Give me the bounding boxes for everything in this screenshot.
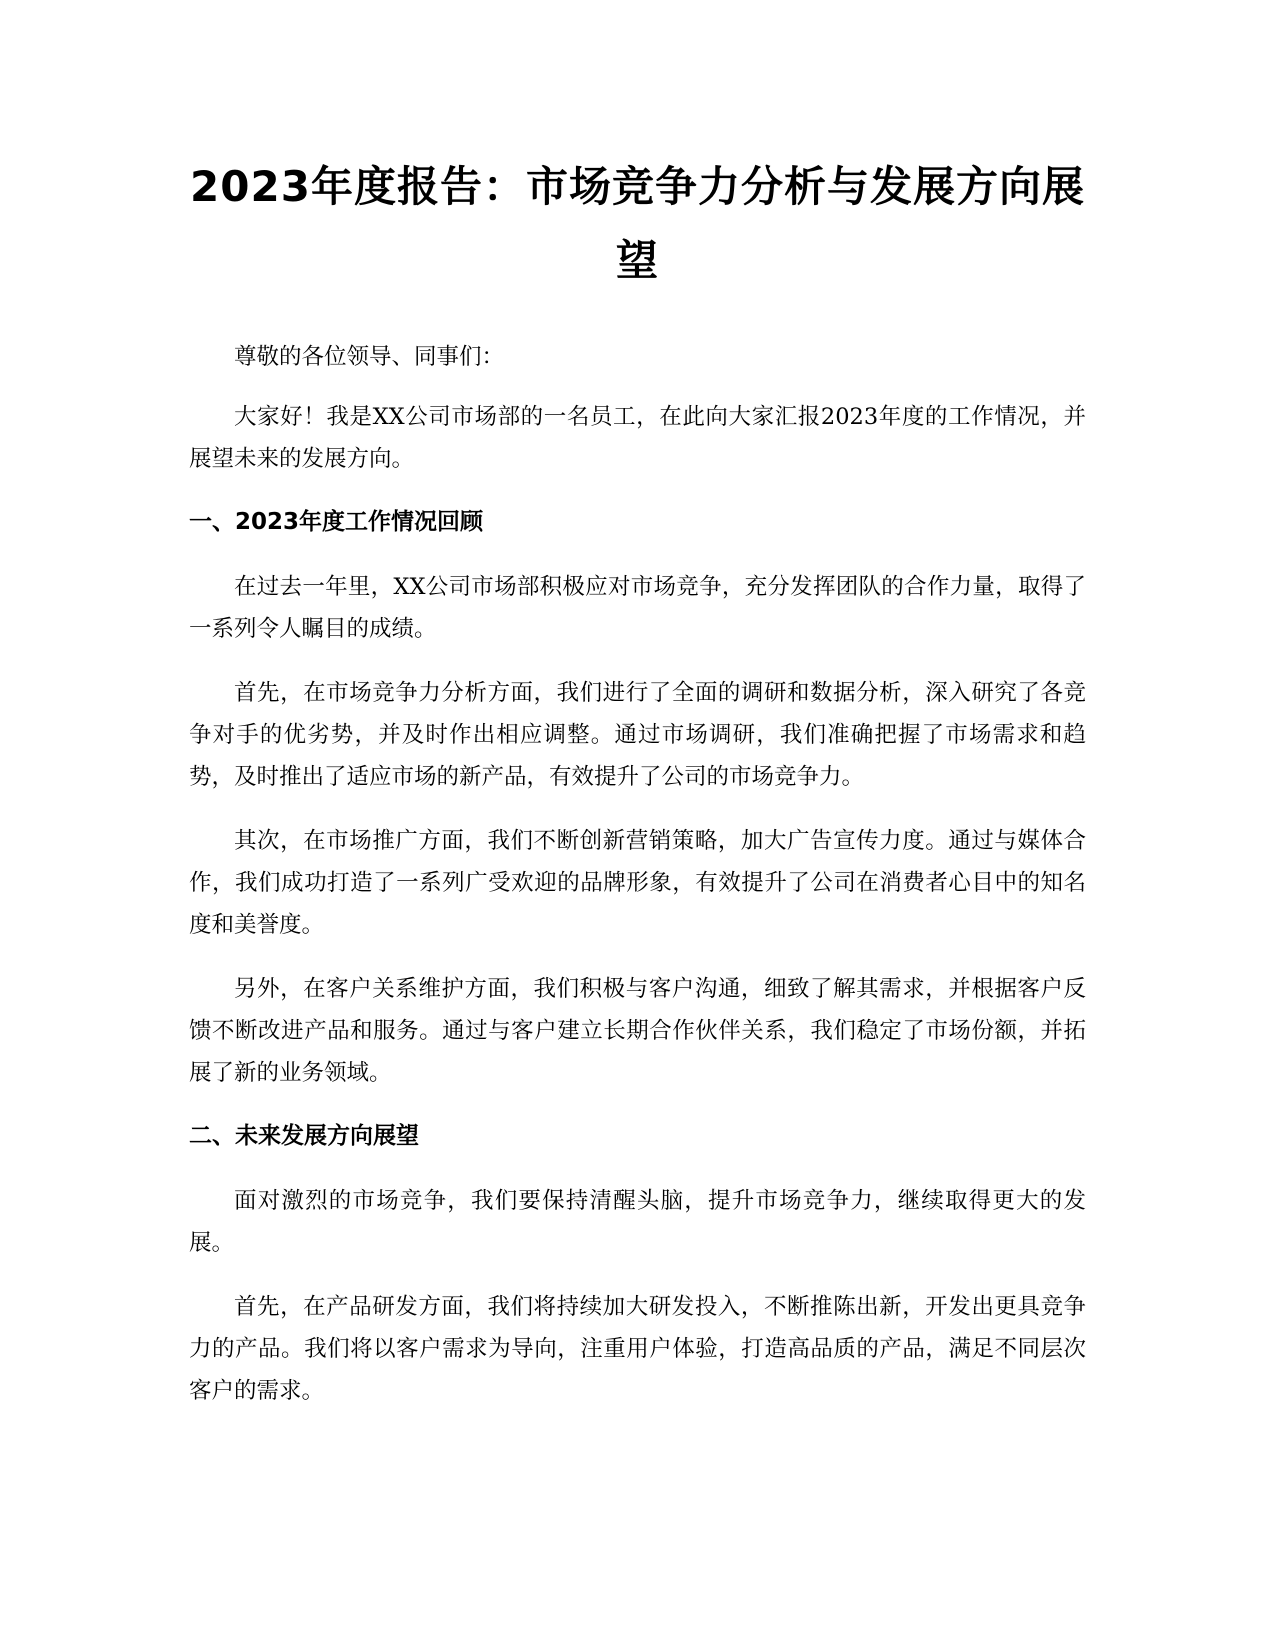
paragraph: 首先，在产品研发方面，我们将持续加大研发投入，不断推陈出新，开发出更具竞争力的产品。我们将以客户需求为导向，注重用户体验，打造高品质的产品，满足不同层次客户的需求。 bbox=[189, 1294, 1086, 1404]
paragraph: 首先，在市场竞争力分析方面，我们进行了全面的调研和数据分析，深入研究了各竞争对手的优劣势，并及时作出相应调整。通过市场调研，我们准确把握了市场需求和趋势，及时推出了适应市场的新产品，有效提升了公司的市场竞争力。 bbox=[189, 680, 1086, 790]
paragraph: 其次，在市场推广方面，我们不断创新营销策略，加大广告宣传力度。通过与媒体合作，我们成功打造了一系列广受欢迎的品牌形象，有效提升了公司在消费者心目中的知名度和美誉度。 bbox=[189, 828, 1086, 938]
section-outlook bbox=[189, 1116, 1086, 1412]
paragraph: 在过去一年里，XX公司市场部积极应对市场竞争，充分发挥团队的合作力量，取得了一系列令人瞩目的成绩。 bbox=[189, 574, 1086, 642]
section-heading: 一、2023年度工作情况回顾 bbox=[189, 509, 484, 535]
document-body bbox=[189, 150, 1086, 1434]
paragraph: 另外，在客户关系维护方面，我们积极与客户沟通，细致了解其需求，并根据客户反馈不断改进产品和服务。通过与客户建立长期合作伙伴关系，我们稳定了市场份额，并拓展了新的业务领域。 bbox=[189, 976, 1086, 1086]
document-title: 2023年度报告：市场竞争力分析与发展方向展望 bbox=[190, 162, 1085, 285]
paragraph: 面对激烈的市场竞争，我们要保持清醒头脑，提升市场竞争力，继续取得更大的发展。 bbox=[189, 1188, 1086, 1256]
intro-paragraph: 大家好！我是XX公司市场部的一名员工，在此向大家汇报2023年度的工作情况，并展望未来的发展方向。 bbox=[189, 404, 1086, 472]
section-review bbox=[189, 502, 1086, 1094]
section-heading: 二、未来发展方向展望 bbox=[189, 1123, 419, 1149]
greeting: 尊敬的各位领导、同事们： bbox=[234, 344, 505, 370]
